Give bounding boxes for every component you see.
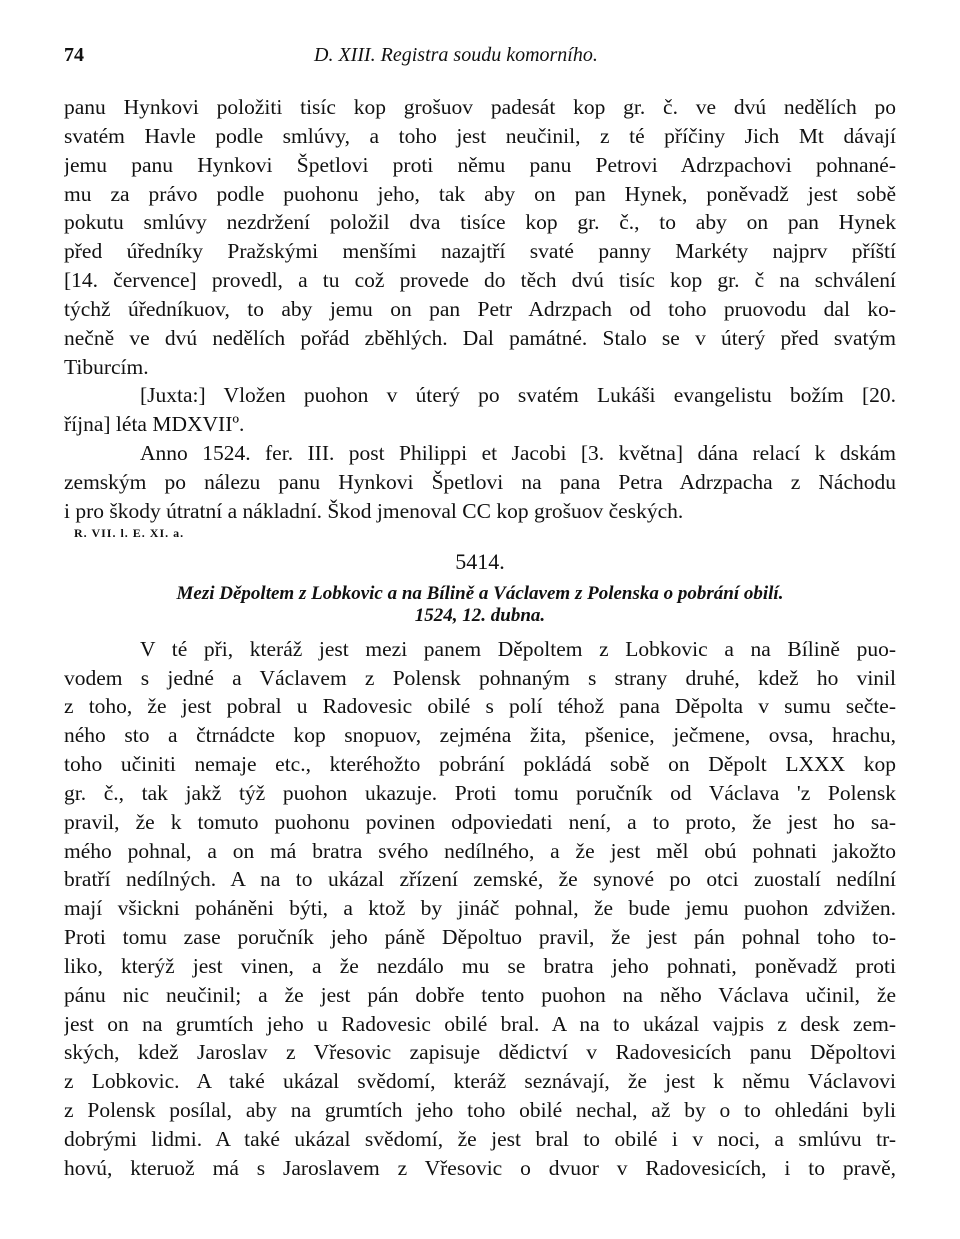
text-line: jest on na grumtích jeho u Radovesic obilé bral. A na to ukázal vajpis z desk zem- [64, 1011, 896, 1036]
text-line: mého pohnal, a on má bratra svého nedílného, a že jest měl obú pohnati jakožto [64, 838, 896, 863]
page-number: 74 [64, 44, 84, 66]
text-line: i pro škody útratní a nákladní. Škod jmenoval CC kop grošuov českých. [64, 498, 684, 523]
text-line: října] léta MDXVIIº. [64, 412, 245, 437]
text-line: vodem s jedné a Václavem z Polensk pohnaným s strany druhé, kdež ho vinil [64, 665, 896, 690]
text-line: týchž úředníkuov, to aby jemu on pan Petr Adrzpach od toho pruovodu dal ko- [64, 296, 896, 321]
text-line: nečně ve dvú nedělích pořád zběhlých. Dal památné. Stalo se v úterý před svatým [64, 325, 896, 350]
text-line: mu za právo podle puohonu jeho, tak aby on pan Hynek, poněvadž jest sobě [64, 181, 896, 206]
text-line: liko, kterýž jest vinen, a že nezdálo mu se bratra jeho pohnati, poněvadž proti [64, 953, 896, 978]
text-line: panu Hynkovi položiti tisíc kop grošuov padesát kop gr. č. ve dvú nedělích po [64, 95, 896, 119]
text-line: [Juxta:] Vložen puohon v úterý po svatém Lukáši evangelistu božím [20. [140, 383, 896, 408]
text-line: z toho, že jest pobral u Radovesic obilé s polí téhož pana Děpolta v sumu sečte- [64, 694, 896, 719]
juxta-paragraph [64, 381, 896, 439]
archival-signature: R. VII. l. E. XI. a. [74, 525, 185, 540]
text-line: pokutu smlúvy nezdržení položil dva tisíce kop gr. č., to aby on pan Hynek [64, 210, 896, 235]
text-line: jemu panu Hynkovi Špetlovi proti němu panu Petrovi Adrzpachovi pohnané- [64, 152, 896, 177]
text-line: ských, kdež Jaroslav z Vřesovic zapisuje dědictví v Radovesicích panu Děpoltovi [64, 1040, 896, 1065]
text-line: gr. č., tak jakž týž puohon ukazuje. Proti tomu poručník od Václava 'z Polensk [64, 780, 896, 805]
text-line: bratří nedílných. A na to ukázal zřízení zemské, že synové po otci zuostalí nedílní [64, 867, 896, 892]
text-line: z Lobkovic. A také ukázal svědomí, kteráž seznávají, že jest k němu Václavovi [64, 1069, 896, 1094]
text-line: hovú, kteruož má s Jaroslavem z Vřesovic o dvuor v Radovesicích, i to pravě, [64, 1155, 896, 1180]
text-line: ného sto a čtrnádcte kop snopuov, zejména žita, pšenice, ječmene, ovsa, hrachu, [64, 723, 896, 748]
text-line: před úředníky Pražskými menšími nazajtří svaté panny Markéty najprv příští [64, 239, 896, 264]
entry-date: 1524, 12. dubna. [414, 604, 546, 626]
entry-title: Mezi Děpoltem z Lobkovic a na Bílině a Václavem z Polenska o pobrání obilí. [176, 582, 784, 604]
text-line: zemským po nálezu panu Hynkovi Špetlovi na pana Petra Adrzpacha z Náchodu [64, 469, 896, 494]
text-line: pravil, že k tomuto puohonu povinen odpoviedati není, a to proto, že jest ho sa- [64, 809, 896, 834]
text-line: z Polensk posílal, aby na grumtích jeho toho obilé nechal, až by o to ohledáni byli [64, 1098, 896, 1123]
page-body [64, 93, 896, 1183]
text-line: [14. července] provedl, a tu což provede do těch dvú tisíc kop gr. č na schválení [64, 268, 896, 293]
anno-paragraph [64, 439, 896, 526]
running-head [64, 44, 896, 74]
text-line: Proti tomu zase poručník jeho páně Děpoltuo pravil, že jest pán pohnal toho to- [64, 925, 896, 950]
entry-number: 5414. [455, 548, 505, 574]
text-line: Anno 1524. fer. III. post Philippi et Jacobi [3. května] dána relací k dskám [140, 441, 896, 466]
text-line: V té při, kteráž jest mezi panem Děpoltem z Lobkovic a na Bílině puo- [140, 636, 896, 661]
text-line: toho učiniti nemaje etc., kteréhožto pobrání pokládá sobě on Děpolt LXXX kop [64, 752, 896, 777]
text-line: mají všickni poháněni býti, a ktož by jináč pohnal, že bude jemu puohon zdvižen. [64, 896, 896, 921]
running-title: D. XIII. Registra soudu komorního. [314, 44, 598, 66]
text-line: svatém Havle podle smlúvy, a toho jest neučinil, z té příčiny Jich Mt dávají [64, 123, 896, 148]
text-line: pánu nic neučinil; a že jest pán dobře tento puohon na něho Václava učinil, že [64, 982, 896, 1007]
entry-body [64, 635, 896, 1183]
text-line: Tiburcím. [64, 354, 149, 379]
text-line: dobrými lidmi. A také ukázal svědomí, že jest bral to obilé i v noci, a smlúvu tr- [64, 1127, 896, 1151]
previous-entry-text [64, 93, 896, 381]
